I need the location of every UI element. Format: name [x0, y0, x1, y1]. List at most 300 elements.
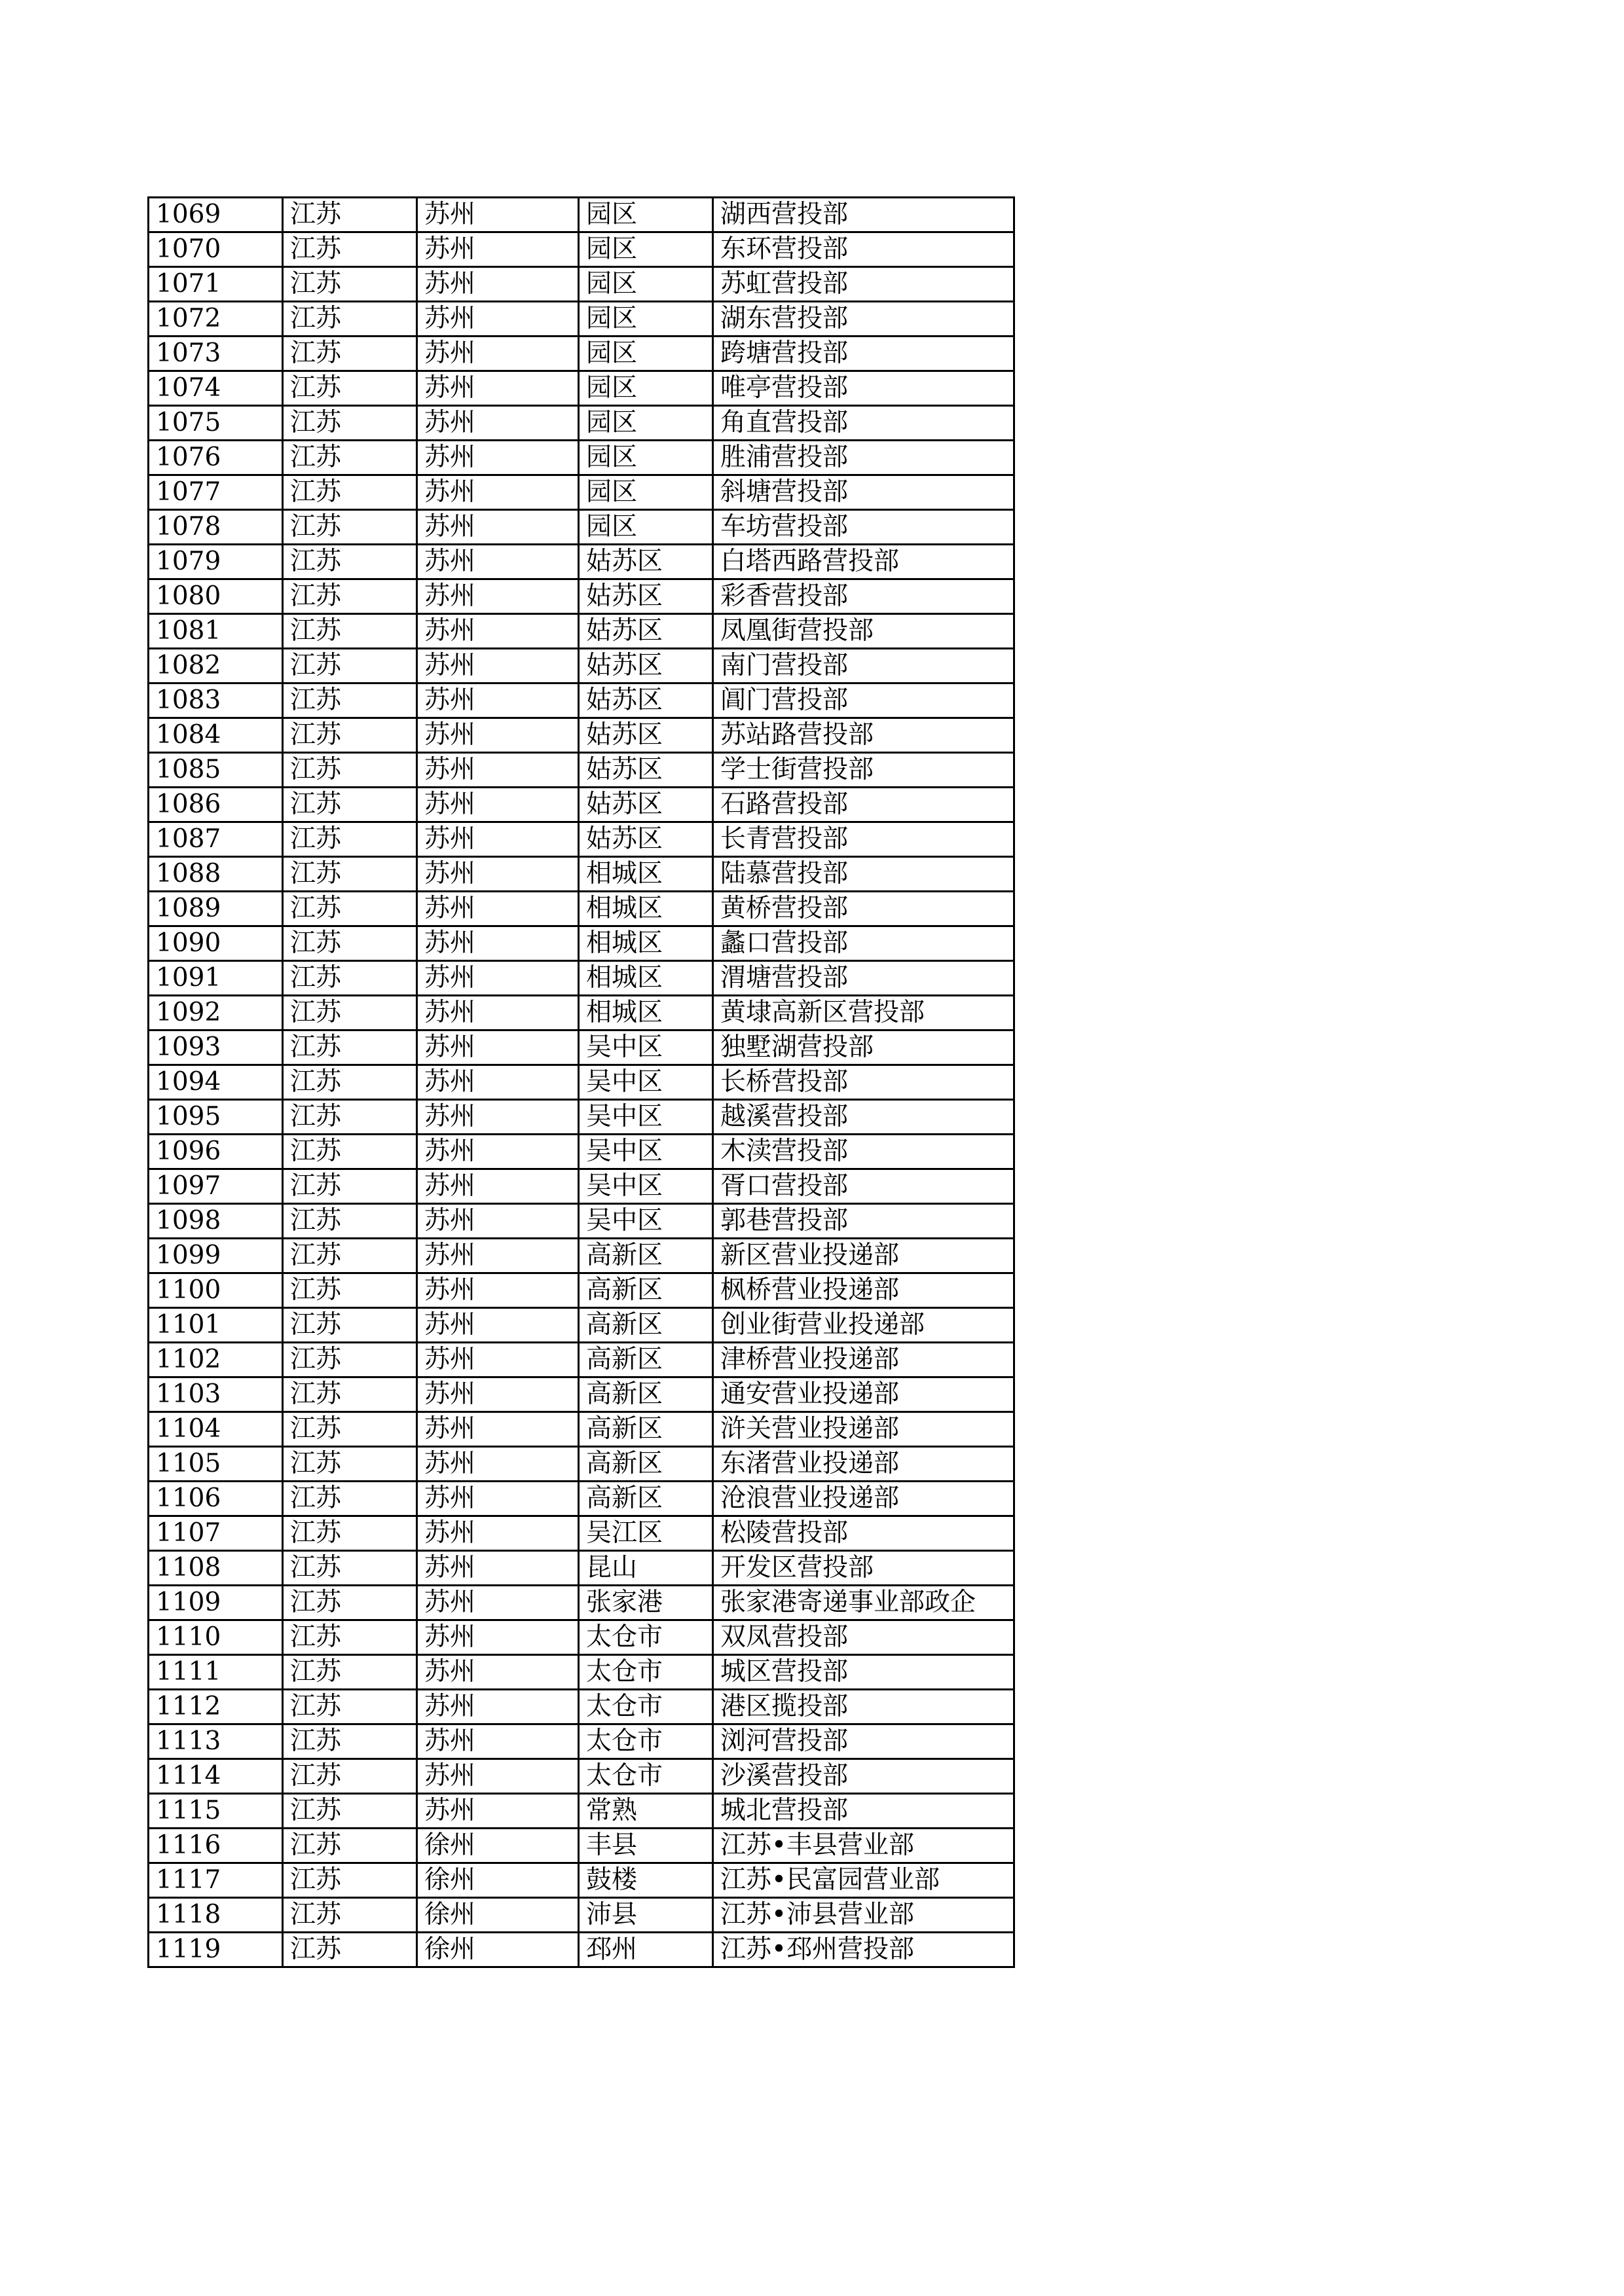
- province-cell: 江苏: [283, 475, 417, 510]
- district-cell: 吴中区: [579, 1065, 713, 1100]
- row-number-cell: 1119: [149, 1933, 283, 1967]
- table-row: [149, 371, 1014, 406]
- district-cell: 相城区: [579, 926, 713, 961]
- branch-name-cell: 江苏•邳州营投部: [713, 1933, 1014, 1967]
- province-cell: 江苏: [283, 198, 417, 232]
- row-number-cell: 1113: [149, 1724, 283, 1759]
- province-cell: 江苏: [283, 267, 417, 302]
- city-cell: 苏州: [417, 892, 579, 926]
- province-cell: 江苏: [283, 1863, 417, 1898]
- row-number-cell: 1099: [149, 1239, 283, 1273]
- row-number-cell: 1096: [149, 1135, 283, 1169]
- branch-name-cell: 渭塘营投部: [713, 961, 1014, 996]
- province-cell: 江苏: [283, 892, 417, 926]
- city-cell: 苏州: [417, 683, 579, 718]
- row-number-cell: 1090: [149, 926, 283, 961]
- row-number-cell: 1094: [149, 1065, 283, 1100]
- district-cell: 太仓市: [579, 1759, 713, 1794]
- branch-name-cell: 通安营业投递部: [713, 1377, 1014, 1412]
- province-cell: 江苏: [283, 1169, 417, 1204]
- branch-name-cell: 木渎营投部: [713, 1135, 1014, 1169]
- row-number-cell: 1102: [149, 1343, 283, 1377]
- city-cell: 苏州: [417, 510, 579, 545]
- city-cell: 苏州: [417, 1169, 579, 1204]
- branch-name-cell: 江苏•沛县营业部: [713, 1898, 1014, 1933]
- branch-name-cell: 双凤营投部: [713, 1620, 1014, 1655]
- table-row: [149, 1586, 1014, 1620]
- branch-name-cell: 东环营投部: [713, 232, 1014, 267]
- city-cell: 苏州: [417, 1412, 579, 1447]
- row-number-cell: 1084: [149, 718, 283, 753]
- province-cell: 江苏: [283, 1724, 417, 1759]
- province-cell: 江苏: [283, 683, 417, 718]
- district-cell: 太仓市: [579, 1724, 713, 1759]
- city-cell: 苏州: [417, 649, 579, 683]
- row-number-cell: 1117: [149, 1863, 283, 1898]
- branch-name-cell: 蠡口营投部: [713, 926, 1014, 961]
- province-cell: 江苏: [283, 337, 417, 371]
- city-cell: 苏州: [417, 614, 579, 649]
- city-cell: 苏州: [417, 961, 579, 996]
- city-cell: 苏州: [417, 1273, 579, 1308]
- table-row: [149, 614, 1014, 649]
- table-row: [149, 1447, 1014, 1482]
- city-cell: 苏州: [417, 1516, 579, 1551]
- city-cell: 苏州: [417, 267, 579, 302]
- branch-name-cell: 白塔西路营投部: [713, 545, 1014, 579]
- province-cell: 江苏: [283, 1100, 417, 1135]
- province-cell: 江苏: [283, 1482, 417, 1516]
- province-cell: 江苏: [283, 649, 417, 683]
- branch-name-cell: 跨塘营投部: [713, 337, 1014, 371]
- city-cell: 苏州: [417, 198, 579, 232]
- table-row: [149, 1343, 1014, 1377]
- table-row: [149, 683, 1014, 718]
- province-cell: 江苏: [283, 371, 417, 406]
- table-row: [149, 1204, 1014, 1239]
- branch-name-cell: 胥口营投部: [713, 1169, 1014, 1204]
- table-row: [149, 857, 1014, 892]
- district-cell: 高新区: [579, 1377, 713, 1412]
- branch-name-cell: 新区营业投递部: [713, 1239, 1014, 1273]
- table-row: [149, 198, 1014, 232]
- table-row: [149, 1863, 1014, 1898]
- city-cell: 苏州: [417, 406, 579, 441]
- district-cell: 邳州: [579, 1933, 713, 1967]
- row-number-cell: 1093: [149, 1030, 283, 1065]
- row-number-cell: 1071: [149, 267, 283, 302]
- row-number-cell: 1081: [149, 614, 283, 649]
- row-number-cell: 1070: [149, 232, 283, 267]
- district-cell: 相城区: [579, 892, 713, 926]
- data-table: [147, 196, 1015, 1968]
- row-number-cell: 1109: [149, 1586, 283, 1620]
- district-cell: 吴中区: [579, 1135, 713, 1169]
- district-cell: 常熟: [579, 1794, 713, 1829]
- branch-name-cell: 张家港寄递事业部政企: [713, 1586, 1014, 1620]
- province-cell: 江苏: [283, 1620, 417, 1655]
- row-number-cell: 1078: [149, 510, 283, 545]
- district-cell: 吴中区: [579, 1100, 713, 1135]
- row-number-cell: 1073: [149, 337, 283, 371]
- branch-name-cell: 彩香营投部: [713, 579, 1014, 614]
- row-number-cell: 1095: [149, 1100, 283, 1135]
- branch-name-cell: 陆慕营投部: [713, 857, 1014, 892]
- row-number-cell: 1072: [149, 302, 283, 337]
- table-row: [149, 1100, 1014, 1135]
- district-cell: 高新区: [579, 1412, 713, 1447]
- district-cell: 园区: [579, 267, 713, 302]
- city-cell: 苏州: [417, 337, 579, 371]
- city-cell: 苏州: [417, 1065, 579, 1100]
- province-cell: 江苏: [283, 1343, 417, 1377]
- table-row: [149, 1377, 1014, 1412]
- district-cell: 吴中区: [579, 1030, 713, 1065]
- table-row: [149, 1898, 1014, 1933]
- province-cell: 江苏: [283, 1239, 417, 1273]
- table-row: [149, 961, 1014, 996]
- branch-name-cell: 城区营投部: [713, 1655, 1014, 1690]
- row-number-cell: 1116: [149, 1829, 283, 1863]
- row-number-cell: 1080: [149, 579, 283, 614]
- branch-name-cell: 车坊营投部: [713, 510, 1014, 545]
- table-row: [149, 1690, 1014, 1724]
- table-row: [149, 1169, 1014, 1204]
- province-cell: 江苏: [283, 857, 417, 892]
- row-number-cell: 1089: [149, 892, 283, 926]
- district-cell: 园区: [579, 406, 713, 441]
- table-body: [149, 198, 1014, 1967]
- province-cell: 江苏: [283, 753, 417, 788]
- district-cell: 园区: [579, 475, 713, 510]
- district-cell: 鼓楼: [579, 1863, 713, 1898]
- table-row: [149, 337, 1014, 371]
- district-cell: 吴江区: [579, 1516, 713, 1551]
- province-cell: 江苏: [283, 579, 417, 614]
- branch-name-cell: 凤凰街营投部: [713, 614, 1014, 649]
- row-number-cell: 1103: [149, 1377, 283, 1412]
- row-number-cell: 1115: [149, 1794, 283, 1829]
- branch-name-cell: 湖东营投部: [713, 302, 1014, 337]
- city-cell: 苏州: [417, 1343, 579, 1377]
- table-row: [149, 788, 1014, 822]
- table-row: [149, 579, 1014, 614]
- province-cell: 江苏: [283, 1829, 417, 1863]
- row-number-cell: 1083: [149, 683, 283, 718]
- branch-name-cell: 沙溪营投部: [713, 1759, 1014, 1794]
- district-cell: 相城区: [579, 857, 713, 892]
- branch-name-cell: 南门营投部: [713, 649, 1014, 683]
- row-number-cell: 1100: [149, 1273, 283, 1308]
- city-cell: 苏州: [417, 926, 579, 961]
- city-cell: 苏州: [417, 1377, 579, 1412]
- branch-name-cell: 黄桥营投部: [713, 892, 1014, 926]
- table-row: [149, 718, 1014, 753]
- province-cell: 江苏: [283, 1898, 417, 1933]
- district-cell: 丰县: [579, 1829, 713, 1863]
- province-cell: 江苏: [283, 1551, 417, 1586]
- city-cell: 苏州: [417, 441, 579, 475]
- district-cell: 姑苏区: [579, 614, 713, 649]
- district-cell: 园区: [579, 198, 713, 232]
- city-cell: 苏州: [417, 302, 579, 337]
- district-cell: 姑苏区: [579, 822, 713, 857]
- province-cell: 江苏: [283, 1273, 417, 1308]
- table-row: [149, 892, 1014, 926]
- row-number-cell: 1069: [149, 198, 283, 232]
- branch-name-cell: 阊门营投部: [713, 683, 1014, 718]
- city-cell: 苏州: [417, 1620, 579, 1655]
- district-cell: 姑苏区: [579, 649, 713, 683]
- row-number-cell: 1104: [149, 1412, 283, 1447]
- table-row: [149, 1273, 1014, 1308]
- branch-name-cell: 港区揽投部: [713, 1690, 1014, 1724]
- table-row: [149, 926, 1014, 961]
- branch-name-cell: 长青营投部: [713, 822, 1014, 857]
- city-cell: 苏州: [417, 1447, 579, 1482]
- branch-name-cell: 黄埭高新区营投部: [713, 996, 1014, 1030]
- city-cell: 苏州: [417, 1551, 579, 1586]
- table-row: [149, 267, 1014, 302]
- row-number-cell: 1101: [149, 1308, 283, 1343]
- district-cell: 姑苏区: [579, 788, 713, 822]
- city-cell: 苏州: [417, 788, 579, 822]
- table-row: [149, 1065, 1014, 1100]
- branch-name-cell: 东渚营业投递部: [713, 1447, 1014, 1482]
- city-cell: 徐州: [417, 1829, 579, 1863]
- table-row: [149, 1794, 1014, 1829]
- city-cell: 苏州: [417, 1759, 579, 1794]
- row-number-cell: 1118: [149, 1898, 283, 1933]
- province-cell: 江苏: [283, 1030, 417, 1065]
- province-cell: 江苏: [283, 926, 417, 961]
- branch-name-cell: 枫桥营业投递部: [713, 1273, 1014, 1308]
- branch-name-cell: 城北营投部: [713, 1794, 1014, 1829]
- province-cell: 江苏: [283, 1933, 417, 1967]
- table-row: [149, 1516, 1014, 1551]
- row-number-cell: 1092: [149, 996, 283, 1030]
- table-row: [149, 1030, 1014, 1065]
- row-number-cell: 1079: [149, 545, 283, 579]
- city-cell: 苏州: [417, 1794, 579, 1829]
- row-number-cell: 1075: [149, 406, 283, 441]
- city-cell: 苏州: [417, 822, 579, 857]
- district-cell: 高新区: [579, 1447, 713, 1482]
- table-row: [149, 302, 1014, 337]
- province-cell: 江苏: [283, 1794, 417, 1829]
- province-cell: 江苏: [283, 1204, 417, 1239]
- province-cell: 江苏: [283, 441, 417, 475]
- branch-name-cell: 松陵营投部: [713, 1516, 1014, 1551]
- city-cell: 徐州: [417, 1898, 579, 1933]
- table-row: [149, 441, 1014, 475]
- city-cell: 徐州: [417, 1933, 579, 1967]
- province-cell: 江苏: [283, 718, 417, 753]
- province-cell: 江苏: [283, 996, 417, 1030]
- district-cell: 园区: [579, 302, 713, 337]
- city-cell: 苏州: [417, 1100, 579, 1135]
- row-number-cell: 1108: [149, 1551, 283, 1586]
- branch-name-cell: 胜浦营投部: [713, 441, 1014, 475]
- district-cell: 太仓市: [579, 1690, 713, 1724]
- row-number-cell: 1097: [149, 1169, 283, 1204]
- table-row: [149, 1655, 1014, 1690]
- table-row: [149, 1482, 1014, 1516]
- row-number-cell: 1107: [149, 1516, 283, 1551]
- district-cell: 相城区: [579, 961, 713, 996]
- city-cell: 苏州: [417, 1135, 579, 1169]
- table-row: [149, 1829, 1014, 1863]
- city-cell: 苏州: [417, 1724, 579, 1759]
- branch-name-cell: 长桥营投部: [713, 1065, 1014, 1100]
- row-number-cell: 1076: [149, 441, 283, 475]
- branch-name-cell: 苏站路营投部: [713, 718, 1014, 753]
- district-cell: 太仓市: [579, 1620, 713, 1655]
- branch-name-cell: 浏河营投部: [713, 1724, 1014, 1759]
- row-number-cell: 1086: [149, 788, 283, 822]
- city-cell: 苏州: [417, 718, 579, 753]
- city-cell: 苏州: [417, 579, 579, 614]
- district-cell: 园区: [579, 232, 713, 267]
- table-row: [149, 1724, 1014, 1759]
- district-cell: 太仓市: [579, 1655, 713, 1690]
- district-cell: 昆山: [579, 1551, 713, 1586]
- branch-name-cell: 斜塘营投部: [713, 475, 1014, 510]
- province-cell: 江苏: [283, 1690, 417, 1724]
- table-row: [149, 1620, 1014, 1655]
- city-cell: 苏州: [417, 475, 579, 510]
- province-cell: 江苏: [283, 406, 417, 441]
- table-row: [149, 1759, 1014, 1794]
- row-number-cell: 1114: [149, 1759, 283, 1794]
- city-cell: 苏州: [417, 1655, 579, 1690]
- province-cell: 江苏: [283, 232, 417, 267]
- province-cell: 江苏: [283, 1655, 417, 1690]
- province-cell: 江苏: [283, 1759, 417, 1794]
- city-cell: 苏州: [417, 1482, 579, 1516]
- district-cell: 高新区: [579, 1482, 713, 1516]
- branch-name-cell: 郭巷营投部: [713, 1204, 1014, 1239]
- city-cell: 苏州: [417, 1239, 579, 1273]
- table-row: [149, 1135, 1014, 1169]
- table-row: [149, 1239, 1014, 1273]
- city-cell: 苏州: [417, 857, 579, 892]
- table-row: [149, 822, 1014, 857]
- city-cell: 苏州: [417, 371, 579, 406]
- row-number-cell: 1091: [149, 961, 283, 996]
- district-cell: 园区: [579, 510, 713, 545]
- row-number-cell: 1077: [149, 475, 283, 510]
- province-cell: 江苏: [283, 1065, 417, 1100]
- district-cell: 沛县: [579, 1898, 713, 1933]
- table-row: [149, 649, 1014, 683]
- branch-name-cell: 唯亭营投部: [713, 371, 1014, 406]
- branch-name-cell: 沧浪营业投递部: [713, 1482, 1014, 1516]
- row-number-cell: 1105: [149, 1447, 283, 1482]
- row-number-cell: 1111: [149, 1655, 283, 1690]
- branch-name-cell: 浒关营业投递部: [713, 1412, 1014, 1447]
- table-row: [149, 406, 1014, 441]
- branch-name-cell: 角直营投部: [713, 406, 1014, 441]
- district-cell: 姑苏区: [579, 753, 713, 788]
- district-cell: 园区: [579, 337, 713, 371]
- branch-name-cell: 江苏•民富园营业部: [713, 1863, 1014, 1898]
- district-cell: 吴中区: [579, 1204, 713, 1239]
- province-cell: 江苏: [283, 1308, 417, 1343]
- province-cell: 江苏: [283, 1412, 417, 1447]
- city-cell: 苏州: [417, 1204, 579, 1239]
- province-cell: 江苏: [283, 510, 417, 545]
- city-cell: 苏州: [417, 545, 579, 579]
- row-number-cell: 1110: [149, 1620, 283, 1655]
- row-number-cell: 1112: [149, 1690, 283, 1724]
- branch-name-cell: 湖西营投部: [713, 198, 1014, 232]
- province-cell: 江苏: [283, 614, 417, 649]
- table-row: [149, 753, 1014, 788]
- city-cell: 苏州: [417, 1030, 579, 1065]
- row-number-cell: 1088: [149, 857, 283, 892]
- district-cell: 高新区: [579, 1343, 713, 1377]
- row-number-cell: 1082: [149, 649, 283, 683]
- city-cell: 苏州: [417, 232, 579, 267]
- district-cell: 高新区: [579, 1308, 713, 1343]
- district-cell: 姑苏区: [579, 718, 713, 753]
- branch-name-cell: 石路营投部: [713, 788, 1014, 822]
- district-cell: 姑苏区: [579, 545, 713, 579]
- province-cell: 江苏: [283, 1135, 417, 1169]
- district-cell: 高新区: [579, 1239, 713, 1273]
- table-row: [149, 1308, 1014, 1343]
- district-cell: 高新区: [579, 1273, 713, 1308]
- city-cell: 苏州: [417, 1586, 579, 1620]
- province-cell: 江苏: [283, 1516, 417, 1551]
- branch-name-cell: 创业街营业投递部: [713, 1308, 1014, 1343]
- branch-name-cell: 学士街营投部: [713, 753, 1014, 788]
- province-cell: 江苏: [283, 1447, 417, 1482]
- province-cell: 江苏: [283, 302, 417, 337]
- branch-name-cell: 越溪营投部: [713, 1100, 1014, 1135]
- province-cell: 江苏: [283, 822, 417, 857]
- table-row: [149, 1933, 1014, 1967]
- table-row: [149, 475, 1014, 510]
- row-number-cell: 1074: [149, 371, 283, 406]
- district-cell: 相城区: [579, 996, 713, 1030]
- table-row: [149, 232, 1014, 267]
- city-cell: 徐州: [417, 1863, 579, 1898]
- province-cell: 江苏: [283, 788, 417, 822]
- city-cell: 苏州: [417, 996, 579, 1030]
- province-cell: 江苏: [283, 1586, 417, 1620]
- table-row: [149, 545, 1014, 579]
- row-number-cell: 1085: [149, 753, 283, 788]
- table-row: [149, 1412, 1014, 1447]
- row-number-cell: 1098: [149, 1204, 283, 1239]
- province-cell: 江苏: [283, 961, 417, 996]
- district-cell: 姑苏区: [579, 579, 713, 614]
- branch-name-cell: 津桥营业投递部: [713, 1343, 1014, 1377]
- branch-name-cell: 苏虹营投部: [713, 267, 1014, 302]
- row-number-cell: 1106: [149, 1482, 283, 1516]
- table-row: [149, 996, 1014, 1030]
- district-cell: 园区: [579, 441, 713, 475]
- branch-name-cell: 开发区营投部: [713, 1551, 1014, 1586]
- city-cell: 苏州: [417, 1690, 579, 1724]
- province-cell: 江苏: [283, 545, 417, 579]
- table-row: [149, 1551, 1014, 1586]
- district-cell: 吴中区: [579, 1169, 713, 1204]
- branch-name-cell: 江苏•丰县营业部: [713, 1829, 1014, 1863]
- district-cell: 姑苏区: [579, 683, 713, 718]
